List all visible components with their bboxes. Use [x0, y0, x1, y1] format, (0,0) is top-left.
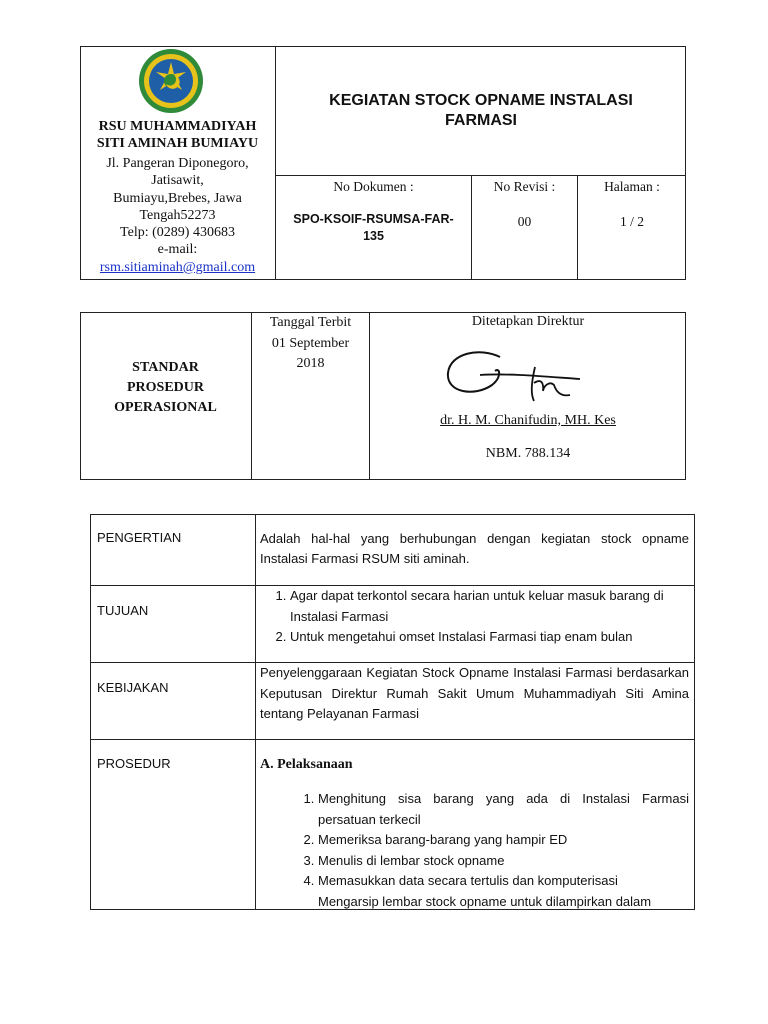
prosedur-item: 4. Memasukkan data secara tertulis dan komputerisasi — [318, 871, 689, 892]
nbm: NBM. 788.134 — [485, 446, 571, 461]
kebijakan-label: KEBIJAKAN — [97, 680, 169, 695]
phone: Telp: (0289) 430683 — [120, 225, 235, 241]
tanggal-label: Tanggal Terbit — [269, 315, 352, 330]
tujuan-item: 1. Agar dapat terkontol secara harian untuk keluar masuk barang di Instalasi Farmasi — [290, 586, 689, 627]
hospital-logo — [138, 48, 204, 114]
header-divider-horizontal — [275, 175, 686, 176]
hospital-address — [80, 155, 275, 276]
no-revisi-label: No Revisi : — [493, 179, 556, 194]
prosedur-item: 2. Memeriksa barang-barang yang hampir ED — [318, 830, 689, 851]
email-link[interactable]: rsm.sitiaminah@gmail.com — [99, 259, 256, 275]
address-line1: Jl. Pangeran Diponegoro, — [106, 156, 249, 171]
hospital-name — [80, 118, 275, 152]
address-line2: Jatisawit, — [151, 173, 204, 189]
prosedur-item: 1. Menghitung sisa barang yang ada di Instalasi Farmasi persatuan terkecil — [318, 789, 689, 830]
hospital-name-line1: RSU MUHAMMADIYAH — [98, 119, 257, 134]
halaman-value: 1 / 2 — [619, 214, 644, 229]
no-dokumen-label: No Dokumen : — [333, 179, 414, 194]
no-dokumen-value — [276, 211, 471, 245]
tanggal-line1: 01 September — [271, 335, 350, 351]
tujuan-item: 2. Untuk mengetahui omset Instalasi Farmasi tiap enam bulan — [290, 627, 689, 648]
tanggal-line2: 2018 — [296, 356, 325, 371]
tujuan-label: TUJUAN — [97, 603, 149, 618]
prosedur-item: 3. Menulis di lembar stock opname — [318, 851, 689, 872]
ditetapkan-label: Ditetapkan Direktur — [471, 314, 585, 329]
title-line2: FARMASI — [445, 112, 517, 129]
tujuan-list — [260, 586, 689, 648]
spo-label — [80, 358, 251, 418]
hospital-name-line2: SITI AMINAH BUMIAYU — [96, 136, 259, 151]
director-name: dr. H. M. Chanifudin, MH. Kes — [440, 413, 616, 428]
no-dokumen-line1: SPO-KSOIF-RSUMSA-FAR- — [293, 212, 454, 226]
no-revisi-value: 00 — [517, 214, 532, 229]
kebijakan-text: Penyelenggaraan Kegiatan Stock Opname Instalasi Farmasi berdasarkan Keputusan Direktur Rumah Sakit Umum Muhammadiyah Siti Amina tentang Pelayanan Farmasi — [260, 665, 689, 721]
spo-line2: PROSEDUR — [126, 380, 204, 395]
halaman-label: Halaman : — [604, 179, 660, 194]
document-title — [276, 91, 686, 131]
pengertian-text: Adalah hal-hal yang berhubungan dengan kegiatan stock opname Instalasi Farmasi RSUM siti aminah. — [260, 531, 689, 566]
pengertian-label: PENGERTIAN — [97, 530, 182, 545]
no-dokumen-line2: 135 — [363, 229, 384, 243]
address-line4: Tengah52273 — [139, 207, 216, 223]
email-label: e-mail: — [157, 242, 198, 258]
prosedur-list — [288, 789, 689, 912]
prosedur-item: 5. Mengarsip lembar stock opname untuk dilampirkan dalam — [318, 892, 689, 913]
tanggal-terbit — [252, 313, 369, 375]
prosedur-label: PROSEDUR — [97, 756, 171, 771]
director-signature — [440, 345, 600, 410]
address-line3: Bumiayu,Brebes, Jawa — [113, 190, 242, 206]
spo-line3: OPERASIONAL — [114, 400, 217, 415]
spo-line1: STANDAR — [132, 360, 199, 375]
title-line1: KEGIATAN STOCK OPNAME INSTALASI — [329, 92, 633, 109]
prosedur-heading: A. Pelaksanaan — [260, 757, 353, 772]
content-divider-vertical — [255, 514, 256, 910]
row-divider-3 — [90, 739, 695, 740]
